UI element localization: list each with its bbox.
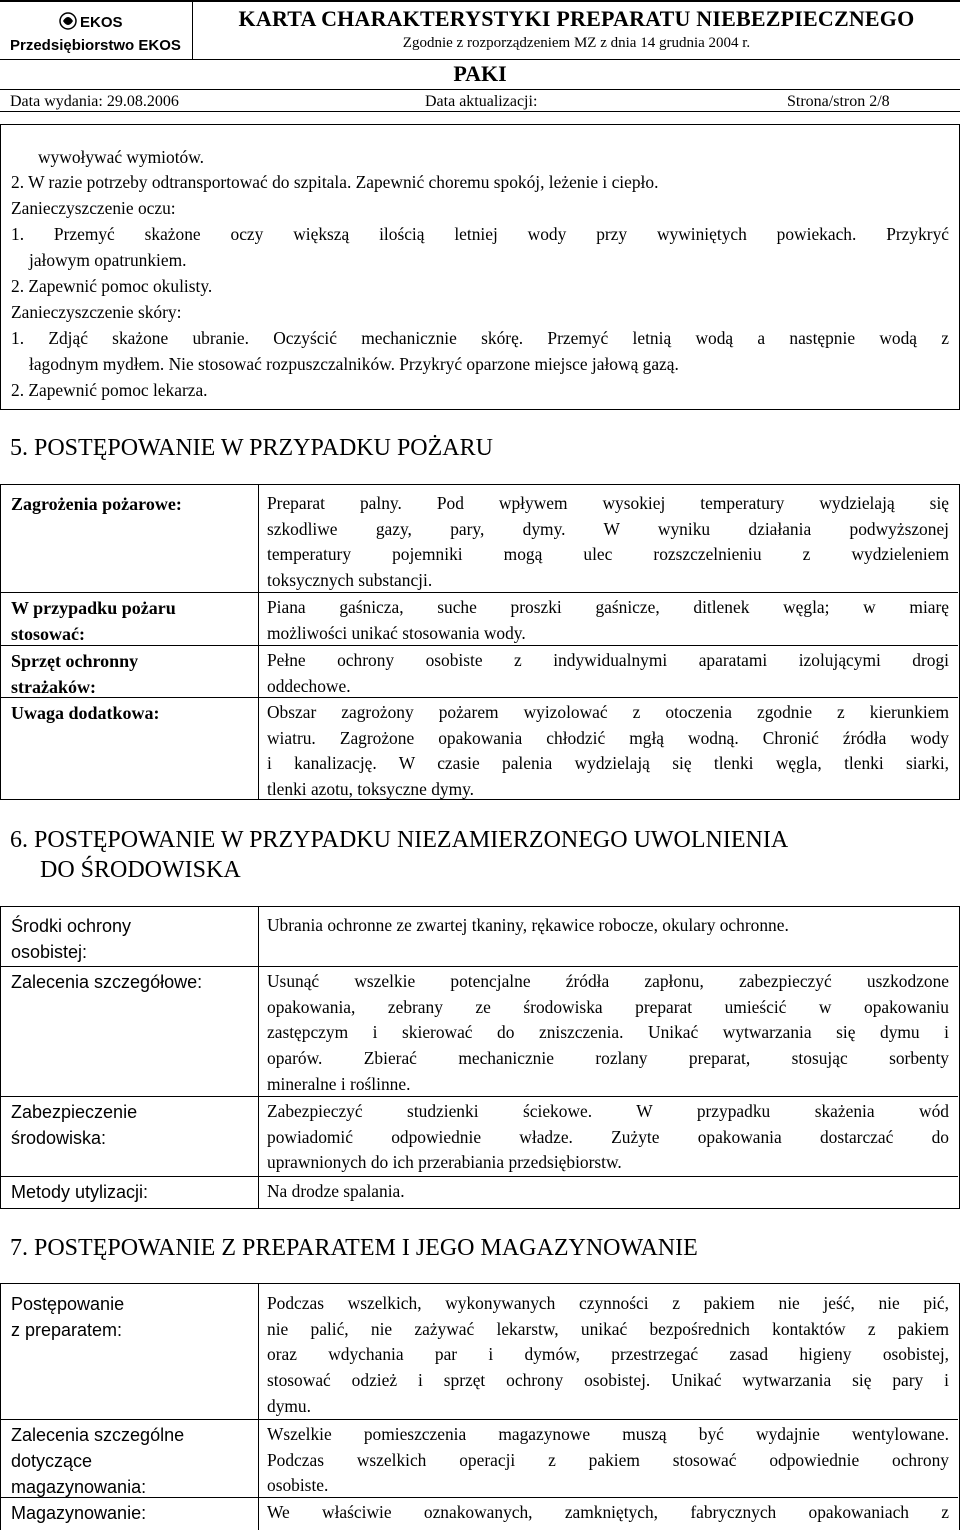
row-divider bbox=[1, 966, 958, 967]
row-value-line: mineralne i roślinne. bbox=[267, 1073, 411, 1094]
row-value-line: Piana gaśnicza, suche proszki gaśnicze, ditlenek węgla; w miarę bbox=[267, 597, 949, 617]
row-value bbox=[267, 1179, 949, 1205]
page-number: Strona/stron 2/8 bbox=[787, 93, 890, 110]
section-7-heading: 7. POSTĘPOWANIE Z PREPARATEM I JEGO MAGAZYNOWANIE bbox=[10, 1235, 698, 1261]
row-label bbox=[11, 913, 256, 965]
row-label-line: środowiska: bbox=[11, 1128, 107, 1148]
row-value-line: tlenki azotu, toksyczne dymy. bbox=[267, 779, 475, 800]
update-date: Data aktualizacji: bbox=[425, 93, 538, 110]
table-row bbox=[1, 1097, 958, 1177]
document-header bbox=[0, 0, 960, 112]
row-divider bbox=[1, 1419, 958, 1420]
first-aid-line: wywoływać wymiotów. bbox=[38, 147, 204, 167]
row-label-line: Sprzęt ochronny bbox=[11, 651, 139, 671]
row-label-line: Zalecenia szczególne bbox=[11, 1425, 185, 1445]
section-6-heading: 6. POSTĘPOWANIE W PRZYPADKU NIEZAMIERZONEGO UWOLNIENIA bbox=[10, 827, 789, 853]
row-label-line: dotyczące bbox=[11, 1451, 93, 1471]
row-label-line: strażaków: bbox=[11, 677, 96, 697]
row-value bbox=[267, 595, 949, 646]
row-value-line: Podczas wszelkich, wykonywanych czynności z pakiem nie jeść, nie pić, bbox=[267, 1293, 949, 1313]
row-divider bbox=[1, 697, 958, 698]
table-row bbox=[1, 489, 958, 593]
row-value bbox=[267, 648, 949, 699]
row-label-line: stosować: bbox=[11, 624, 85, 644]
first-aid-line: 1. Przemyć skażone oczy większą ilością letniej wody przy wywiniętych powiekach. Przykryć bbox=[11, 224, 949, 244]
row-value-line: Podczas wszelkich operacji z pakiem stosować odpowiednie ochrony bbox=[267, 1449, 949, 1470]
row-label-line: Magazynowanie: bbox=[11, 1503, 147, 1523]
row-divider bbox=[1, 592, 958, 593]
row-value bbox=[267, 1291, 949, 1419]
first-aid-line: jałowym opatrunkiem. bbox=[29, 250, 187, 270]
row-value-line: Obszar zagrożony pożarem wyizolować z otoczenia zgodnie z kierunkiem bbox=[267, 702, 949, 722]
first-aid-box bbox=[0, 124, 960, 410]
row-value-line: stosować odzież i sprzęt ochrony osobistej. Unikać wytwarzania się pary i bbox=[267, 1370, 949, 1391]
table-row bbox=[1, 698, 958, 801]
row-divider bbox=[1, 1096, 958, 1097]
row-label-line: Zabezpieczenie bbox=[11, 1102, 138, 1122]
document-title: KARTA CHARAKTERYSTYKI PREPARATU NIEBEZPIECZNEGO bbox=[238, 6, 915, 31]
row-value-line: oddechowe. bbox=[267, 675, 351, 696]
column-divider bbox=[258, 1284, 259, 1530]
row-value-line: Ubrania ochronne ze zwartej tkaniny, rękawice robocze, okulary ochronne. bbox=[267, 915, 789, 935]
product-name: PAKI bbox=[0, 59, 960, 89]
table-row bbox=[1, 646, 958, 698]
row-value bbox=[267, 700, 949, 803]
row-label bbox=[11, 1179, 256, 1205]
row-value-line: powiadomić odpowiednie władze. Zużyte opakowania dostarczać do bbox=[267, 1126, 949, 1147]
section-6-heading-cont: DO ŚRODOWISKA bbox=[40, 857, 241, 883]
storage-table bbox=[0, 1283, 960, 1530]
row-value-line: Usunąć wszelkie potencjalne źródła zapłonu, zabezpieczyć uszkodzone bbox=[267, 971, 949, 991]
row-label bbox=[11, 1422, 256, 1500]
row-label bbox=[11, 969, 256, 995]
row-value-line: opakowania, zebrany ze środowiska preparat umieścić w opakowaniu bbox=[267, 996, 949, 1017]
company-name: Przedsiębiorstwo EKOS bbox=[10, 37, 181, 54]
logo-box bbox=[0, 2, 193, 60]
row-label bbox=[11, 491, 256, 517]
table-row bbox=[1, 593, 958, 646]
ekos-logo bbox=[58, 8, 136, 34]
first-aid-line: 1. Zdjąć skażone ubranie. Oczyścić mechanicznie skórę. Przemyć letnią wodą a następnie wodą z bbox=[11, 328, 949, 348]
row-label bbox=[11, 648, 256, 700]
section-5-heading: 5. POSTĘPOWANIE W PRZYPADKU POŻARU bbox=[10, 435, 493, 461]
row-value-line: toksycznych substancji. bbox=[267, 570, 433, 591]
row-label-line: osobistej: bbox=[11, 942, 88, 962]
fire-table bbox=[0, 484, 960, 800]
row-label-line: Postępowanie bbox=[11, 1294, 125, 1314]
row-label bbox=[11, 1099, 256, 1151]
row-label bbox=[11, 1291, 256, 1343]
row-label-line: W przypadku pożaru bbox=[11, 598, 176, 618]
row-value bbox=[267, 1500, 949, 1526]
row-value-line: wiatru. Zagrożone opakowania chłodzić mgłą wodną. Chronić źródła wody bbox=[267, 727, 949, 748]
row-value bbox=[267, 1099, 949, 1176]
table-row bbox=[1, 967, 958, 1097]
eye-heading: Zanieczyszczenie oczu: bbox=[11, 198, 176, 218]
table-row bbox=[1, 1498, 958, 1530]
document-subtitle: Zgodnie z rozporządzeniem MZ z dnia 14 grudnia 2004 r. bbox=[402, 35, 751, 51]
row-value bbox=[267, 913, 949, 939]
row-label-line: Środki ochrony bbox=[11, 916, 132, 936]
column-divider bbox=[258, 907, 259, 1208]
row-label-line: Zagrożenia pożarowe: bbox=[11, 494, 182, 514]
first-aid-line: 2. Zapewnić pomoc okulisty. bbox=[11, 276, 213, 296]
row-value-line: szkodliwe gazy, pary, dymy. W wyniku działania podwyższonej bbox=[267, 518, 949, 539]
first-aid-line: 2. Zapewnić pomoc lekarza. bbox=[11, 380, 208, 400]
date-bar bbox=[0, 89, 960, 114]
row-value-line: osobiste. bbox=[267, 1475, 329, 1496]
row-divider bbox=[1, 1176, 958, 1177]
row-label-line: Zalecenia szczegółowe: bbox=[11, 972, 203, 992]
row-value-line: Zabezpieczyć studzienki ściekowe. W przypadku skażenia wód bbox=[267, 1101, 949, 1121]
row-value-line: dymu. bbox=[267, 1395, 311, 1416]
row-value-line: Preparat palny. Pod wpływem wysokiej temperatury wydzielają się bbox=[267, 493, 949, 513]
table-row bbox=[1, 1420, 958, 1498]
row-value-line: zastępczym i skierować do zniszczenia. Unikać wytwarzania się dymu i bbox=[267, 1022, 949, 1043]
first-aid-line: łagodnym mydłem. Nie stosować rozpuszczalników. Przykryć oparzone miejsce jałową gazą. bbox=[29, 354, 679, 374]
row-value-line: oraz wdychania par i dymów, przestrzegać zasad higieny osobistej, bbox=[267, 1344, 949, 1365]
row-value bbox=[267, 1422, 949, 1499]
release-table bbox=[0, 906, 960, 1209]
row-value-line: Pełne ochrony osobiste z indywidualnymi aparatami izolującymi drogi bbox=[267, 650, 949, 670]
row-label bbox=[11, 595, 256, 647]
row-divider bbox=[1, 1497, 958, 1498]
row-value-line: Na drodze spalania. bbox=[267, 1181, 405, 1201]
row-value-line: We właściwie oznakowanych, zamkniętych, fabrycznych opakowaniach z bbox=[267, 1502, 949, 1522]
column-divider bbox=[258, 485, 259, 799]
table-row bbox=[1, 911, 958, 967]
row-label-line: Uwaga dodatkowa: bbox=[11, 703, 160, 723]
row-label bbox=[11, 1500, 256, 1526]
row-value bbox=[267, 491, 949, 594]
row-value-line: Wszelkie pomieszczenia magazynowe muszą być wydajnie wentylowane. bbox=[267, 1424, 949, 1444]
row-value-line: możliwości unikać stosowania wody. bbox=[267, 622, 526, 643]
table-row bbox=[1, 1177, 958, 1207]
table-row bbox=[1, 1289, 958, 1420]
skin-heading: Zanieczyszczenie skóry: bbox=[11, 302, 182, 322]
row-divider bbox=[1, 645, 958, 646]
row-value bbox=[267, 969, 949, 1097]
row-value-line: temperatury pojemniki mogą ulec rozszczelnieniu z wydzieleniem bbox=[267, 544, 949, 565]
first-aid-line: 2. W razie potrzeby odtransportować do szpitala. Zapewnić choremu spokój, leżenie i ciepło. bbox=[11, 172, 659, 192]
row-value-line: oparów. Zbierać mechanicznie rozlany preparat, stosując sorbenty bbox=[267, 1048, 949, 1069]
logo-text: EKOS bbox=[80, 14, 123, 31]
row-value-line: nie palić, nie zażywać lekarstw, unikać bezpośrednich kontaktów z pakiem bbox=[267, 1318, 949, 1339]
row-label bbox=[11, 700, 256, 726]
row-label-line: Metody utylizacji: bbox=[11, 1182, 149, 1202]
row-value-line: i kanalizację. W czasie palenia wydzielają się tlenki węgla, tlenki siarki, bbox=[267, 753, 949, 774]
row-label-line: z preparatem: bbox=[11, 1320, 123, 1340]
row-value-line: uprawnionych do ich przerabiania przedsiębiorstw. bbox=[267, 1152, 622, 1173]
issue-date: Data wydania: 29.08.2006 bbox=[10, 93, 179, 110]
row-label-line: magazynowania: bbox=[11, 1477, 147, 1497]
